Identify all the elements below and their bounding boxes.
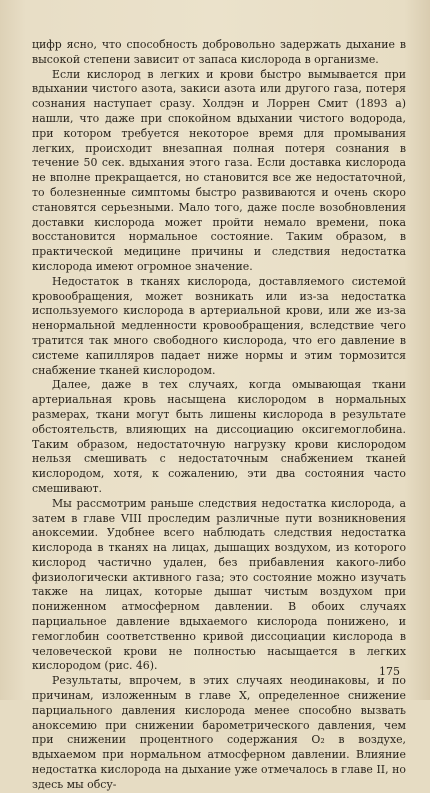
page-number: 175 [379,665,400,678]
paragraph: Результаты, впрочем, в этих случаях неодинаковы, и по причинам, изложенным в главе X, определенное снижение парциального давления кислорода менее способно вызвать аноксемию при снижении барометрического давления, чем при снижении процентного содержания O₂ в воздухе, вдыхаемом при нормальном атмосферном давлении. Влияние недостатка кислорода на дыхание уже отмечалось в главе II, но здесь мы обсу- [32,674,406,791]
paragraph: Далее, даже в тех случаях, когда омывающая ткани артериальная кровь насыщена кислородом в нормальных размерах, ткани могут быть лишены кислорода в результате обстоятельств, влияющих на диссоциацию оксигемоглобина. Таким образом, недостаточную нагрузку крови кислородом нельзя смешивать с недостаточным снабжением тканей кислородом, хотя, к сожалению, эти два состояния часто смешивают. [32,378,406,495]
paragraph: Мы рассмотрим раньше следствия недостатка кислорода, а затем в главе VIII проследим различные пути возникновения аноксемии. Удобнее всего наблюдать следствия недостатка кислорода в тканях на лицах, дышащих воздухом, из которого кислород частично удален, без прибавления какого-либо физиологически активного газа; это состояние можно изучать также на лицах, которые дышат чистым воздухом при пониженном атмосферном давлении. В обоих случаях парциальное давление вдыхаемого кислорода понижено, и гемоглобин соответственно кривой диссоциации кислорода в человеческой крови не полностью насыщается в легких кислородом (рис. 46). [32,496,406,673]
paragraph: Недостаток в тканях кислорода, доставляемого системой кровообращения, может возникать или из-за недостатка используемого кислорода в артериальной крови, или же из-за ненормальной медленности кровообращения, вследствие чего тратится так много свободного кислорода, что его давление в системе капилляров падает ниже нормы и этим тормозится снабжение тканей кислородом. [32,274,406,377]
paragraph: Если кислород в легких и крови быстро вымывается при вдыхании чистого азота, закиси азота или другого газа, потеря сознания наступает сразу. Холдэн и Лоррен Смит (1893 а) нашли, что даже при спокойном вдыхании чистого водорода, при котором требуется некоторое время для промывания легких, происходит внезапная полная потеря сознания в течение 50 сек. вдыхания этого газа. Если доставка кислорода не вполне прекращается, но становится все же недостаточной, то болезненные симптомы быстро развиваются и очень скоро становятся серьезными. Мало того, даже после возобновления доставки кислорода может пройти немало времени, пока восстановится нормальное состояние. Таким образом, в практической медицине причины и следствия недостатка кислорода имеют огромное значение. [32,67,406,273]
body-text [32,38,406,793]
paragraph-continuation: цифр ясно, что способность добровольно задержать дыхание в высокой степени зависит от запаса кислорода в организме. [32,38,406,66]
